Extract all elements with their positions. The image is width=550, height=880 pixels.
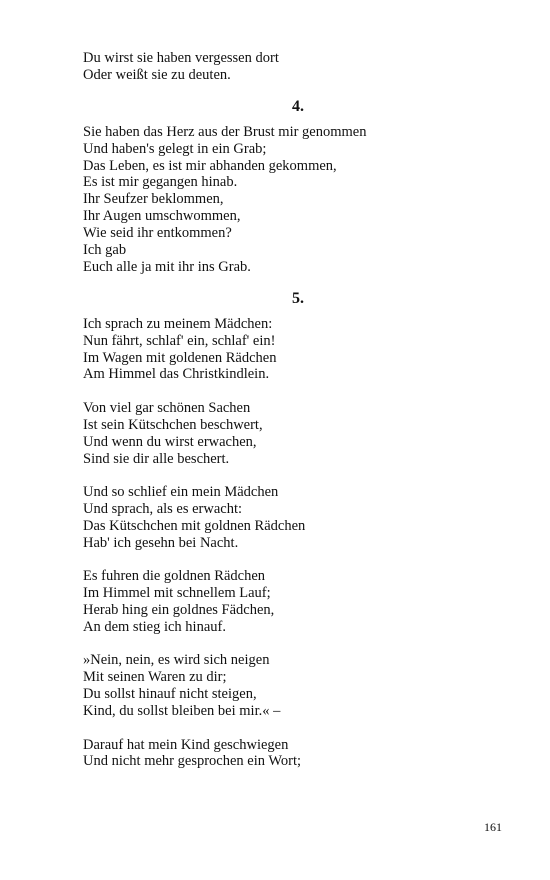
poem-line: Euch alle ja mit ihr ins Grab. [83, 258, 251, 275]
stanza-gap [83, 720, 513, 737]
poem-line: Mit seinen Waren zu dir; [83, 669, 227, 686]
poem-line: Es ist mir gegangen hinab. [83, 174, 238, 191]
stanza-gap [83, 383, 513, 400]
poem-line: Oder weißt sie zu deuten. [83, 66, 231, 83]
poem-line: Ich sprach zu meinem Mädchen: [83, 315, 273, 332]
poem-line: An dem stieg ich hinauf. [83, 618, 226, 635]
poem-line: Und haben's gelegt in ein Grab; [83, 140, 267, 157]
section-heading-5: 5. [292, 289, 304, 307]
poem-line: Im Wagen mit goldenen Rädchen [83, 349, 277, 366]
poem-line: Am Himmel das Christkindlein. [83, 366, 270, 383]
section-heading-4: 4. [292, 97, 304, 115]
poem-text [83, 50, 513, 770]
poem-line: Sie haben das Herz aus der Brust mir genommen [83, 123, 367, 140]
poem-line: Und sprach, als es erwacht: [83, 501, 243, 517]
poem-line: Du wirst sie haben vergessen dort [83, 50, 279, 66]
poem-line: Kind, du sollst bleiben bei mir.« – [83, 703, 281, 720]
poem-line: Du sollst hinauf nicht steigen, [83, 686, 257, 703]
poem-line: Und wenn du wirst erwachen, [83, 433, 257, 450]
page-number: 161 [484, 820, 502, 834]
poem-line: Und so schlief ein mein Mädchen [83, 484, 279, 501]
poem-line: Hab' ich gesehn bei Nacht. [83, 534, 239, 551]
stanza-gap [83, 468, 513, 485]
poem-line: Im Himmel mit schnellem Lauf; [83, 585, 271, 602]
poem-line: Das Kütschchen mit goldnen Rädchen [83, 517, 306, 534]
poem-line: Ihr Seufzer beklommen, [83, 191, 224, 208]
poem-line: Das Leben, es ist mir abhanden gekommen, [83, 157, 337, 174]
poem-line: Darauf hat mein Kind geschwiegen [83, 736, 289, 753]
poem-line: Ihr Augen umschwommen, [83, 208, 241, 225]
poem-line: Ist sein Kütschchen beschwert, [83, 416, 263, 433]
poem-line: Nun fährt, schlaf' ein, schlaf' ein! [83, 332, 276, 349]
poem-line: Von viel gar schönen Sachen [83, 399, 251, 416]
stanza-gap [83, 636, 513, 653]
poem-line: Sind sie dir alle beschert. [83, 450, 230, 467]
poem-line: Und nicht mehr gesprochen ein Wort; [83, 753, 302, 770]
poem-line: Ich gab [83, 242, 127, 259]
poem-line: Wie seid ihr entkommen? [83, 225, 232, 242]
poem-line: Herab hing ein goldnes Fädchen, [83, 602, 275, 619]
stanza-gap [83, 552, 513, 569]
poem-line: Es fuhren die goldnen Rädchen [83, 568, 266, 585]
poem-line: »Nein, nein, es wird sich neigen [83, 652, 270, 669]
